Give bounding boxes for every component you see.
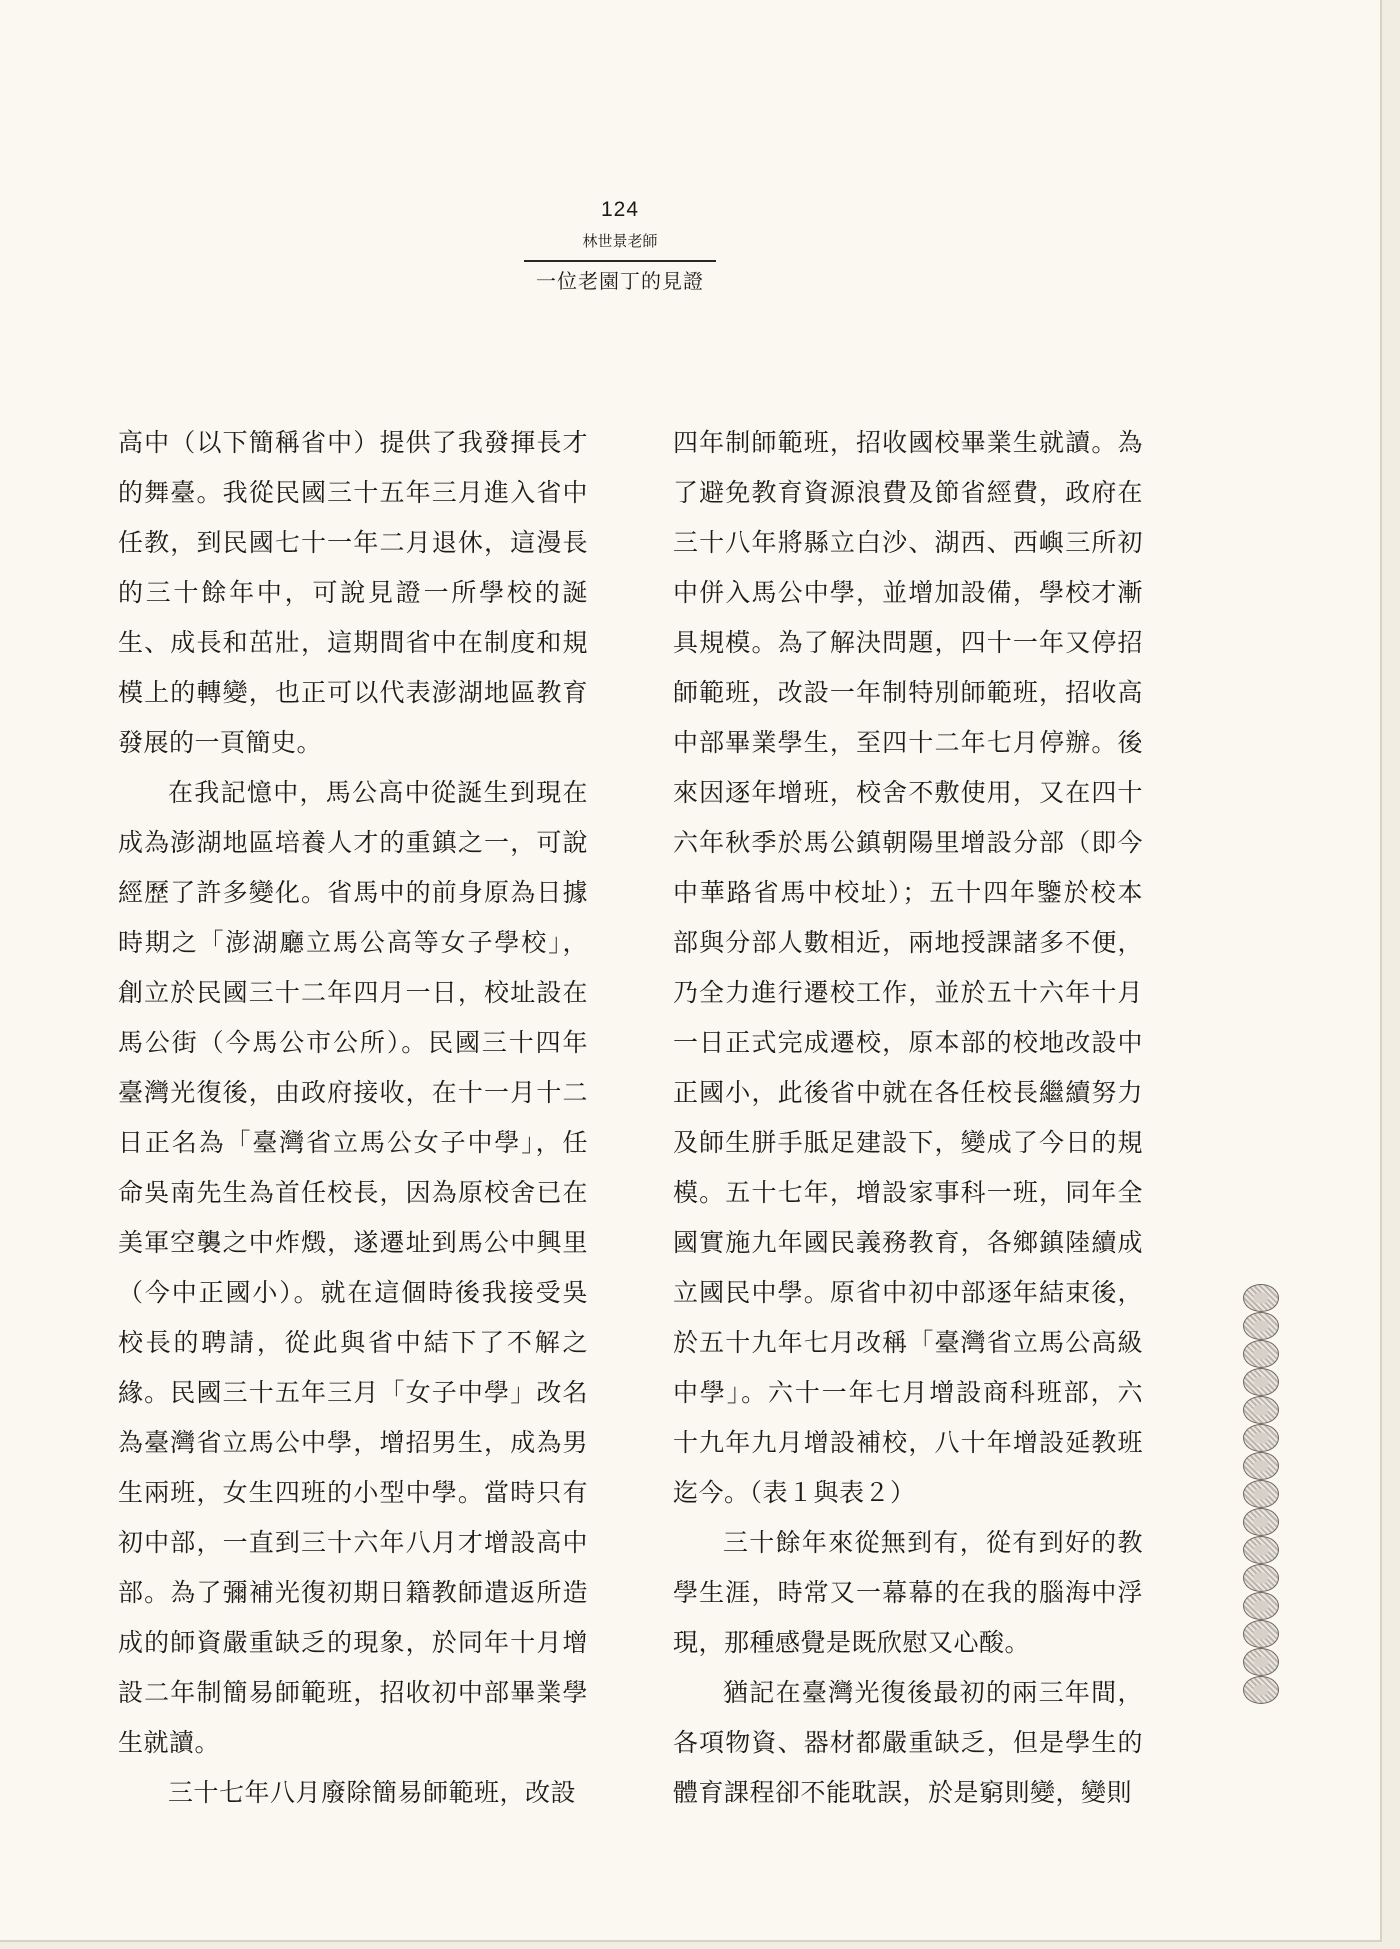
medallion-ornament-icon bbox=[1243, 1312, 1279, 1340]
medallion-ornament-icon bbox=[1243, 1648, 1279, 1676]
body-paragraph: 猶記在臺灣光復後最初的兩三年間，各項物資、器材都嚴重缺乏，但是學生的體育課程卻不能耽誤，於是窮則變，變則 bbox=[673, 1678, 1143, 1807]
medallion-ornament-icon bbox=[1243, 1536, 1279, 1564]
header-divider bbox=[524, 260, 716, 262]
medallion-ornament-icon bbox=[1243, 1396, 1279, 1424]
medallion-ornament-icon bbox=[1243, 1480, 1279, 1508]
left-text-column bbox=[118, 418, 588, 1818]
medallion-ornament-icon bbox=[1243, 1592, 1279, 1620]
body-paragraph: 四年制師範班，招收國校畢業生就讀。為了避免教育資源浪費及節省經費，政府在三十八年將縣立白沙、湖西、西嶼三所初中併入馬公中學，並增加設備，學校才漸具規模。為了解決問題，四十一年又停招師範班，改設一年制特別師範班，招收高中部畢業學生，至四十二年七月停辦。後來因逐年增班，校舍不敷使用，又在四十六年秋季於馬公鎮朝陽里增設分部（即今中華路省馬中校址）；五十四年鑒於校本部與分部人數相近，兩地授課諸多不便，乃全力進行遷校工作，並於五十六年十月一日正式完成遷校，原本部的校地改設中正國小，此後省中就在各任校長繼續努力及師生胼手胝足建設下，變成了今日的規模。五十七年，增設家事科一班，同年全國實施九年國民義務教育，各鄉鎮陸續成立國民中學。原省中初中部逐年結束後，於五十九年七月改稱「臺灣省立馬公高級中學」。六十一年七月增設商科班部，六十九年九月增設補校，八十年增設延教班迄今。（表１與表２） bbox=[673, 428, 1143, 1507]
body-paragraph: 在我記憶中，馬公高中從誕生到現在成為澎湖地區培養人才的重鎮之一，可說經歷了許多變化。省馬中的前身原為日據時期之「澎湖廳立馬公高等女子學校」，創立於民國三十二年四月一日，校址設在馬公街（今馬公市公所）。民國三十四年臺灣光復後，由政府接收，在十一月十二日正名為「臺灣省立馬公女子中學」，任命吳南先生為首任校長，因為原校舍已在美軍空襲之中炸燬，遂遷址到馬公中興里（今中正國小）。就在這個時後我接受吳校長的聘請，從此與省中結下了不解之緣。民國三十五年三月「女子中學」改名為臺灣省立馬公中學，增招男生，成為男生兩班，女生四班的小型中學。當時只有初中部，一直到三十六年八月才增設高中部。為了彌補光復初期日籍教師遣返所造成的師資嚴重缺乏的現象，於同年十月增設二年制簡易師範班，招收初中部畢業學生就讀。 bbox=[118, 778, 588, 1757]
medallion-ornament-icon bbox=[1243, 1564, 1279, 1592]
medallion-ornament-icon bbox=[1243, 1676, 1279, 1704]
page-header bbox=[520, 196, 720, 296]
body-paragraph: 三十七年八月廢除簡易師範班，改設 bbox=[168, 1778, 577, 1807]
article-subtitle: 一位老園丁的見證 bbox=[536, 269, 704, 293]
right-text-column bbox=[673, 418, 1143, 1818]
medallion-ornament-icon bbox=[1243, 1620, 1279, 1648]
body-paragraph: 高中（以下簡稱省中）提供了我發揮長才的舞臺。我從民國三十五年三月進入省中任教，到民國七十一年二月退休，這漫長的三十餘年中，可說見證一所學校的誕生、成長和茁壯，這期間省中在制度和規模上的轉變，也正可以代表澎湖地區教育發展的一頁簡史。 bbox=[118, 428, 588, 757]
medallion-ornament-icon bbox=[1243, 1424, 1279, 1452]
author-name: 林世景老師 bbox=[582, 232, 658, 250]
decorative-medallion-strip bbox=[1243, 1284, 1283, 1704]
medallion-ornament-icon bbox=[1243, 1452, 1279, 1480]
medallion-ornament-icon bbox=[1243, 1508, 1279, 1536]
medallion-ornament-icon bbox=[1243, 1284, 1279, 1312]
body-paragraph: 三十餘年來從無到有，從有到好的教學生涯，時常又一幕幕的在我的腦海中浮現，那種感覺是既欣慰又心酸。 bbox=[673, 1528, 1143, 1657]
page-number: 124 bbox=[600, 198, 640, 221]
medallion-ornament-icon bbox=[1243, 1340, 1279, 1368]
medallion-ornament-icon bbox=[1243, 1368, 1279, 1396]
